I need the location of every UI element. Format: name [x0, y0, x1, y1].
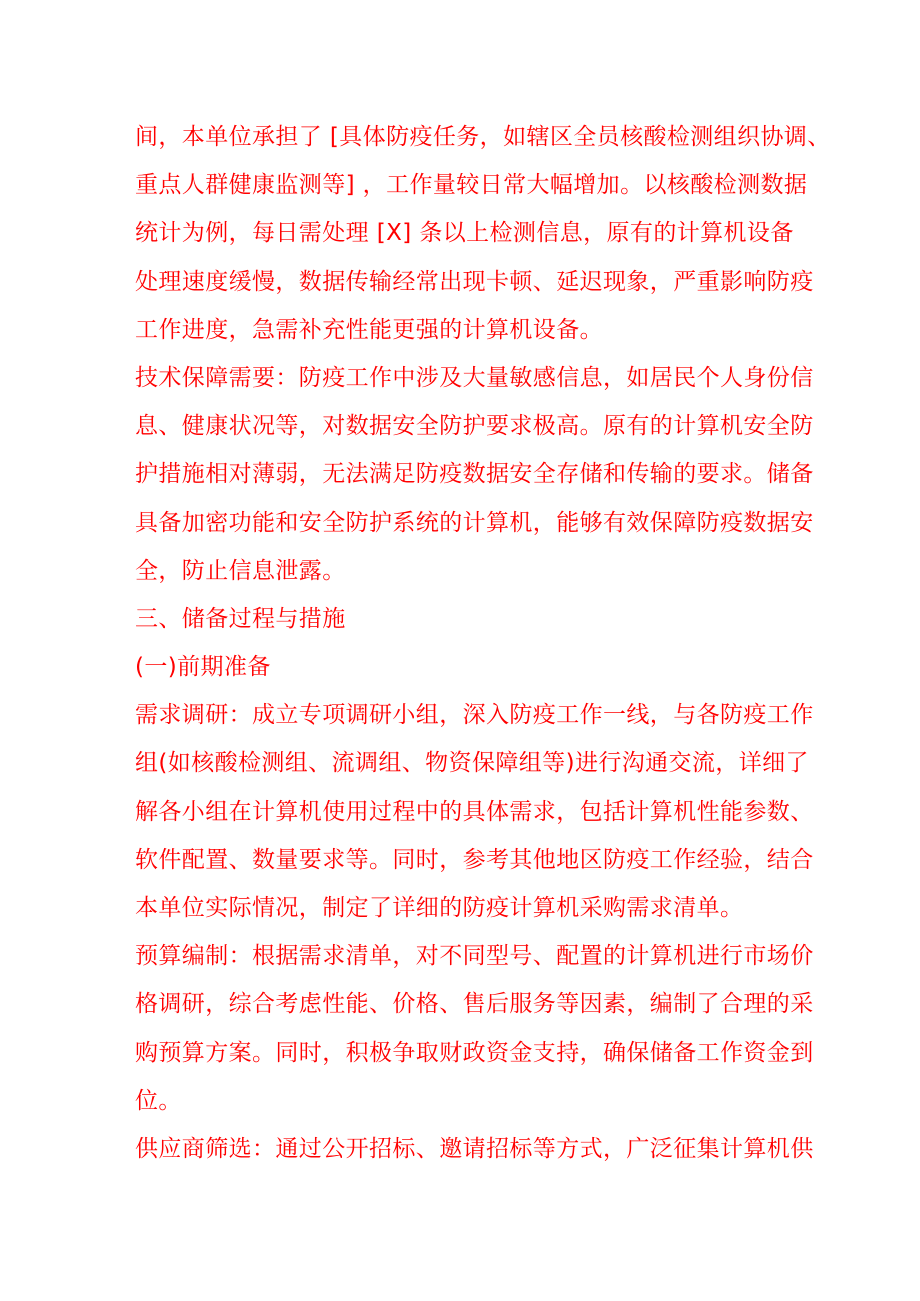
text-line: 息、健康状况等，对数据安全防护要求极高。原有的计算机安全防 — [135, 413, 814, 440]
text-line: 护措施相对薄弱，无法满足防疫数据安全存储和传输的要求。储备 — [135, 461, 814, 488]
text-line: 具备加密功能和安全防护系统的计算机，能够有效保障防疫数据安 — [135, 509, 814, 536]
text-line: 购预算方案。同时，积极争取财政资金支持，确保储备工作资金到 — [135, 1039, 814, 1066]
text-line: 需求调研：成立专项调研小组，深入防疫工作一线，与各防疫工作 — [135, 702, 814, 729]
text-line: 组(如核酸检测组、流调组、物资保障组等)进行沟通交流，详细了 — [135, 750, 809, 777]
text-line: 本单位实际情况，制定了详细的防疫计算机采购需求清单。 — [135, 895, 744, 921]
subsection-heading: (一)前期准备 — [135, 654, 271, 681]
text-line: 预算编制：根据需求清单，对不同型号、配置的计算机进行市场价 — [135, 943, 814, 970]
document-body-text — [135, 113, 831, 1173]
text-line: 间，本单位承担了 [具体防疫任务，如辖区全员核酸检测组织协调、 — [135, 124, 831, 150]
text-line: 供应商筛选：通过公开招标、邀请招标等方式，广泛征集计算机供 — [135, 1135, 814, 1162]
text-line: 处理速度缓慢，数据传输经常出现卡顿、延迟现象，严重影响防疫 — [135, 268, 814, 295]
text-line: 软件配置、数量要求等。同时，参考其他地区防疫工作经验，结合 — [135, 846, 814, 873]
text-line: 全，防止信息泄露。 — [135, 557, 346, 584]
text-line: 工作进度，急需补充性能更强的计算机设备。 — [135, 316, 603, 343]
text-line: 重点人群健康监测等] ，工作量较日常大幅增加。以核酸检测数据 — [135, 172, 808, 199]
text-line: 解各小组在计算机使用过程中的具体需求，包括计算机性能参数、 — [135, 798, 814, 825]
text-line: 统计为例，每日需处理 [X] 条以上检测信息，原有的计算机设备 — [135, 220, 794, 247]
section-heading: 三、储备过程与措施 — [135, 605, 346, 632]
text-line: 格调研，综合考虑性能、价格、售后服务等因素，编制了合理的采 — [135, 991, 814, 1018]
text-line: 位。 — [135, 1087, 182, 1114]
text-line: 技术保障需要：防疫工作中涉及大量敏感信息，如居民个人身份信 — [135, 364, 814, 391]
